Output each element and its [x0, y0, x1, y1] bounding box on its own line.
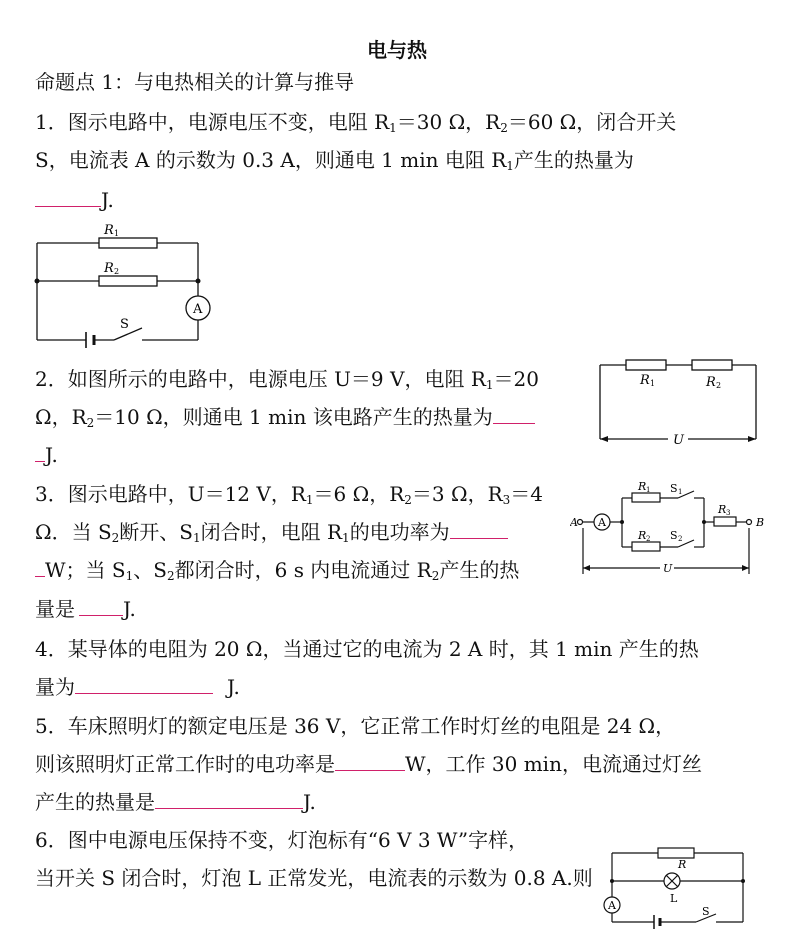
q3-sub: 2: [111, 531, 120, 545]
r2-label: R: [638, 529, 647, 542]
r3-subscript: 3: [726, 509, 731, 517]
ammeter-label: A: [598, 516, 606, 529]
q3-circuit-diagram: [570, 478, 770, 578]
node-b-label: B: [756, 516, 765, 529]
q6-line-2: 当开关 S 闭合时，灯泡 L 正常发光，电流表的示数为 0.8 A.则: [35, 866, 593, 890]
q3-line-3: [35, 558, 519, 588]
voltage-label: U: [663, 562, 673, 575]
q2-line-2: [35, 405, 535, 435]
q1-sub: 1: [506, 159, 514, 173]
q5-unit: J.: [303, 790, 316, 814]
q5-answer-blank-2[interactable]: [155, 790, 303, 809]
q1-text: 产生的热量为: [513, 148, 634, 172]
q3-text: ＝3 Ω，R: [411, 482, 503, 506]
s1-subscript: 1: [678, 488, 683, 496]
q3-line-4: [35, 597, 136, 621]
q3-text: 闭合时，电阻 R: [200, 520, 343, 544]
q6-circuit-diagram: [598, 840, 754, 930]
q3-sub: 1: [305, 493, 314, 507]
q1-sub: 2: [500, 121, 508, 135]
q5-line-1: 5．车床照明灯的额定电压是 36 V，它正常工作时灯丝的电阻是 24 Ω，: [35, 714, 676, 738]
q3-text: 3．图示电路中，U＝12 V，R: [35, 482, 306, 506]
q2-sub: 1: [485, 378, 494, 392]
q3-text: 的电功率为: [349, 520, 450, 544]
q3-sub: 2: [431, 569, 440, 583]
q2-unit: J.: [45, 443, 58, 467]
q3-sub: 2: [404, 493, 412, 507]
lamp-label: L: [670, 892, 678, 905]
q2-text: 2．如图所示的电路中，电源电压 U＝9 V，电阻 R: [35, 367, 486, 391]
r2-label: R: [104, 261, 114, 276]
r1-label: R: [638, 480, 647, 493]
switch-label: S: [120, 317, 129, 332]
r3-label: R: [718, 503, 727, 516]
q3-sub: 3: [502, 493, 511, 507]
q1-answer-blank[interactable]: [35, 188, 101, 207]
ammeter-label: A: [193, 302, 203, 317]
q6-line-1: 6．图中电源电压保持不变，灯泡标有“6 V 3 W”字样，: [35, 828, 529, 852]
q1-text: S，电流表 A 的示数为 0.3 A，则通电 1 min 电阻 R: [35, 148, 507, 172]
q3-unit: J.: [123, 597, 136, 621]
q3-sub: 1: [342, 531, 350, 545]
s2-subscript: 2: [678, 535, 683, 543]
q2-text: ＝20: [493, 367, 539, 391]
q4-answer-blank[interactable]: [75, 675, 213, 694]
q1-line-1: [35, 110, 676, 140]
r1-subscript: 1: [114, 229, 120, 238]
q2-answer-blank-cont[interactable]: [35, 443, 45, 462]
q3-text: ＝4: [510, 482, 544, 506]
q2-text: ＝10 Ω，则通电 1 min 该电路产生的热量为: [94, 405, 493, 429]
q3-line-2: [35, 520, 508, 550]
voltage-label: U: [673, 433, 684, 448]
switch-label: S: [702, 905, 710, 918]
s2-label: S: [670, 529, 678, 542]
q1-text: ＝30 Ω，R: [396, 110, 501, 134]
q2-line-1: [35, 367, 539, 397]
q1-unit: J.: [101, 188, 114, 212]
q3-text: W；当 S: [45, 558, 126, 582]
node-a-label: A: [570, 516, 578, 529]
section-heading: 命题点 1：与电热相关的计算与推导: [35, 70, 355, 94]
q2-text: Ω，R: [35, 405, 87, 429]
r2-label: R: [706, 375, 716, 390]
q3-text: 断开、S: [119, 520, 193, 544]
q3-text: 都闭合时，6 s 内电流通过 R: [174, 558, 432, 582]
q5-line-3: [35, 790, 316, 814]
q1-text: 1．图示电路中，电源电压不变，电阻 R: [35, 110, 390, 134]
r-label: R: [678, 858, 687, 871]
r1-label: R: [640, 373, 650, 388]
r1-label: R: [104, 223, 114, 238]
q3-text: ＝6 Ω，R: [313, 482, 405, 506]
q5-line-2: [35, 752, 702, 776]
q3-text: Ω．当 S: [35, 520, 112, 544]
r2-subscript: 2: [114, 267, 120, 276]
q1-line-3: [35, 188, 114, 212]
q3-sub: 1: [192, 531, 201, 545]
q5-answer-blank-1[interactable]: [335, 752, 405, 771]
ammeter-label: A: [608, 899, 616, 912]
r1-subscript: 1: [646, 486, 651, 494]
q3-text: 量是: [35, 597, 75, 621]
q3-answer-blank-1-cont[interactable]: [35, 558, 45, 577]
q3-sub: 1: [125, 569, 134, 583]
q4-text: 量为: [35, 675, 75, 699]
q3-answer-blank-1[interactable]: [450, 520, 508, 539]
r2-subscript: 2: [716, 381, 722, 390]
s1-label: S: [670, 482, 678, 495]
q2-circuit-diagram: [596, 352, 762, 448]
q4-unit: J.: [227, 675, 240, 699]
q1-text: ＝60 Ω，闭合开关: [507, 110, 677, 134]
q4-line-2: [35, 675, 240, 699]
q2-sub: 2: [86, 416, 95, 430]
q3-text: 产生的热: [439, 558, 520, 582]
q2-answer-blank[interactable]: [493, 405, 535, 424]
q3-sub: 2: [166, 569, 175, 583]
q5-text: W，工作 30 min，电流通过灯丝: [405, 752, 702, 776]
q2-line-3: [35, 443, 58, 467]
q4-line-1: 4．某导体的电阻为 20 Ω，当通过它的电流为 2 A 时，其 1 min 产生的热: [35, 637, 699, 661]
r2-subscript: 2: [646, 535, 651, 543]
r1-subscript: 1: [650, 379, 656, 388]
q3-text: 、S: [133, 558, 167, 582]
q5-text: 产生的热量是: [35, 790, 155, 814]
q1-sub: 1: [389, 121, 397, 135]
q3-line-1: [35, 482, 543, 512]
q1-circuit-diagram: [30, 222, 220, 350]
q3-answer-blank-2[interactable]: [79, 597, 123, 616]
q5-text: 则该照明灯正常工作时的电功率是: [35, 752, 335, 776]
page-title: 电与热: [367, 38, 427, 62]
q1-line-2: [35, 148, 634, 178]
